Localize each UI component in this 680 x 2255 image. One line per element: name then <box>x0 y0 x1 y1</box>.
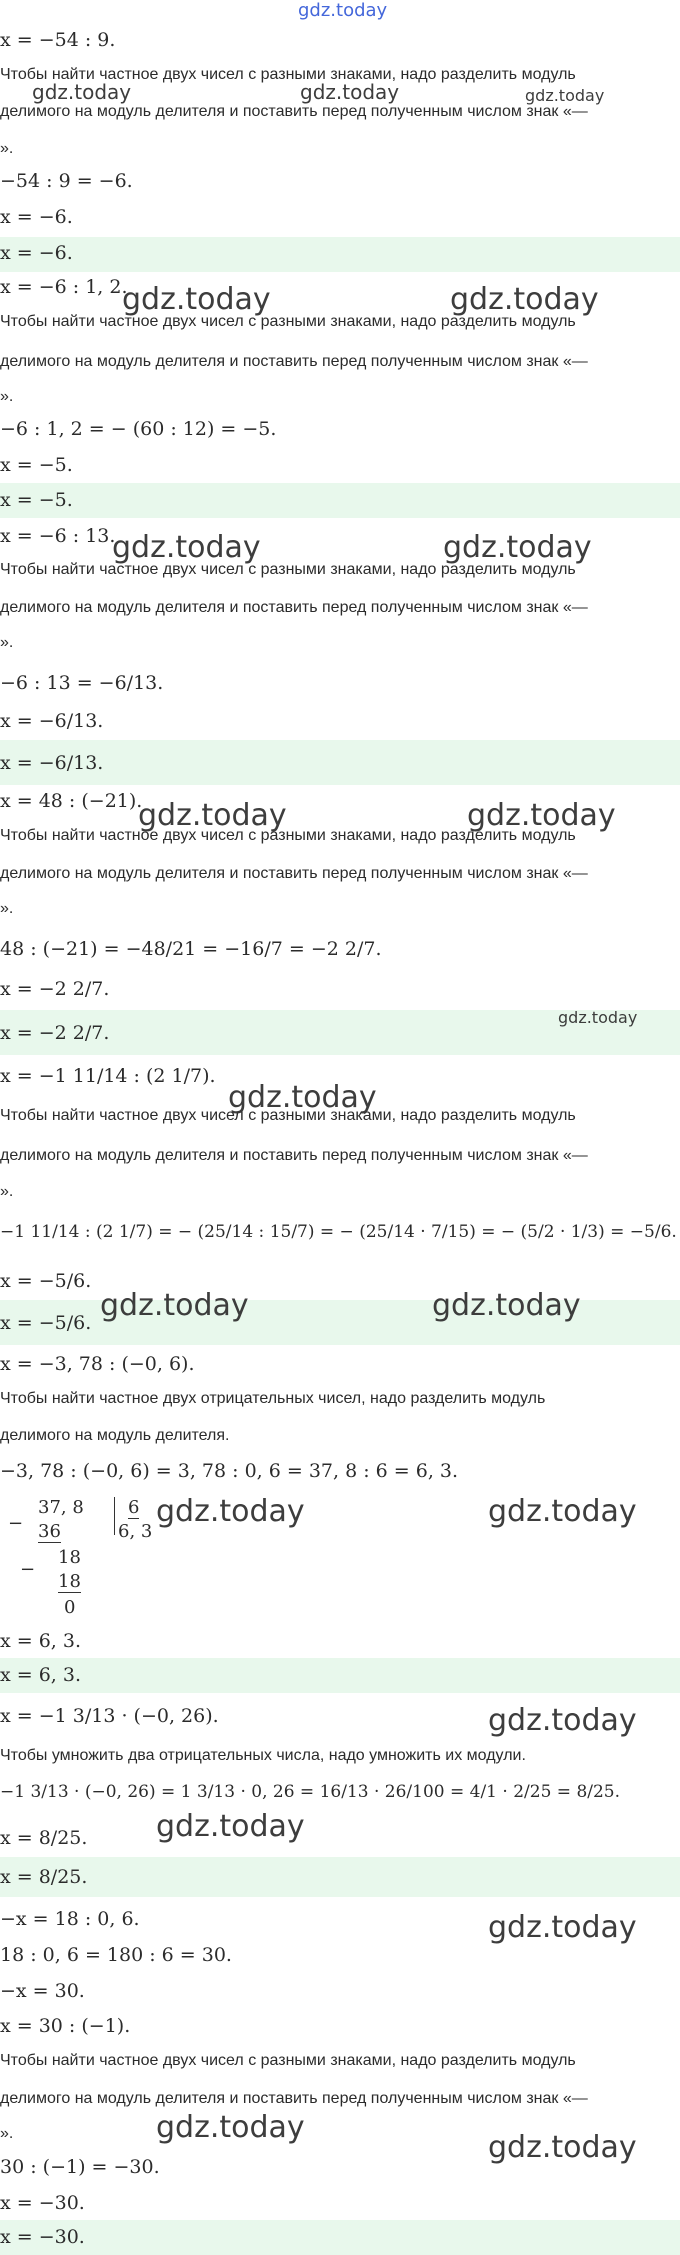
rule-text: Чтобы найти частное двух чисел с разными знаками, надо разделить модуль <box>0 66 576 83</box>
rule-text: делимого на модуль делителя и поставить перед полученным числом знак «— <box>0 1147 588 1164</box>
division-divisor: 6 <box>128 1497 140 1518</box>
equation-line: x = −3, 78 : (−0, 6). <box>0 1353 195 1375</box>
rule-text: ». <box>0 2125 14 2142</box>
answer-line: x = −5. <box>0 489 73 511</box>
rule-text: ». <box>0 388 14 405</box>
answer-band <box>0 1857 680 1897</box>
equation-line: x = 48 : (−21). <box>0 790 143 812</box>
division-dividend: 37, 8 <box>38 1497 84 1518</box>
answer-line: x = −30. <box>0 2226 85 2248</box>
equation-line: −x = 30. <box>0 1980 85 2002</box>
rule-text: Чтобы найти частное двух чисел с разными знаками, надо разделить модуль <box>0 561 576 578</box>
equation-line: x = −6. <box>0 206 73 228</box>
answer-line: x = −2 2/7. <box>0 1022 110 1044</box>
equation-line: x = −1 11/14 : (2 1/7). <box>0 1065 216 1087</box>
answer-line: x = −6. <box>0 242 73 264</box>
rule-text: Чтобы найти частное двух чисел с разными знаками, надо разделить модуль <box>0 2052 576 2069</box>
equation-line: x = 8/25. <box>0 1827 88 1849</box>
rule-text: Чтобы найти частное двух чисел с разными знаками, надо разделить модуль <box>0 313 576 330</box>
equation-line: x = 6, 3. <box>0 1630 82 1652</box>
watermark: gdz.today <box>488 1494 637 1529</box>
rule-text: делимого на модуль делителя и поставить перед полученным числом знак «— <box>0 599 588 616</box>
watermark: gdz.today <box>156 1494 305 1529</box>
equation-line: x = −5. <box>0 454 73 476</box>
answer-band <box>0 1658 680 1693</box>
watermark: gdz.today <box>467 798 616 833</box>
equation-line: x = −54 : 9. <box>0 29 116 51</box>
watermark: gdz.today <box>300 80 400 104</box>
equation-line: −6 : 13 = −6/13. <box>0 672 164 694</box>
division-minus: − <box>8 1513 24 1534</box>
watermark: gdz.today <box>32 80 132 104</box>
answer-line: x = −5/6. <box>0 1312 92 1334</box>
rule-text: Чтобы умножить два отрицательных числа, надо умножить их модули. <box>0 1747 526 1764</box>
watermark: gdz.today <box>525 86 605 105</box>
rule-text: Чтобы найти частное двух чисел с разными знаками, надо разделить модуль <box>0 827 576 844</box>
watermark: gdz.today <box>488 1703 637 1738</box>
watermark: gdz.today <box>228 1080 377 1115</box>
rule-text: ». <box>0 1183 14 1200</box>
equation-line: x = −6 : 13. <box>0 525 116 547</box>
equation-line: x = −6/13. <box>0 710 104 732</box>
answer-band <box>0 483 680 518</box>
division-rem1: 18 <box>58 1547 81 1568</box>
equation-line: x = 30 : (−1). <box>0 2015 131 2037</box>
rule-text: делимого на модуль делителя и поставить перед полученным числом знак «— <box>0 865 588 882</box>
answer-line: x = 6, 3. <box>0 1664 82 1686</box>
division-bar <box>114 1497 115 1535</box>
watermark: gdz.today <box>156 1809 305 1844</box>
watermark: gdz.today <box>488 1910 637 1945</box>
watermark: gdz.today <box>432 1288 581 1323</box>
equation-line: 18 : 0, 6 = 180 : 6 = 30. <box>0 1944 232 1966</box>
watermark: gdz.today <box>558 1008 638 1027</box>
rule-text: Чтобы найти частное двух отрицательных чисел, надо разделить модуль <box>0 1390 546 1407</box>
rule-text: ». <box>0 900 14 917</box>
equation-line: −x = 18 : 0, 6. <box>0 1908 140 1930</box>
watermark: gdz.today <box>488 2130 637 2165</box>
equation-line: x = −6 : 1, 2. <box>0 276 128 298</box>
division-sub2: 18 <box>58 1571 81 1592</box>
equation-line: −1 3/13 · (−0, 26) = 1 3/13 · 0, 26 = 16/13 · 26/100 = 4/1 · 2/25 = 8/25. <box>0 1782 621 1802</box>
site-logo[interactable]: gdz.today <box>298 0 388 21</box>
division-minus: − <box>20 1559 36 1580</box>
watermark: gdz.today <box>112 530 261 565</box>
rule-text: Чтобы найти частное двух чисел с разными знаками, надо разделить модуль <box>0 1107 576 1124</box>
equation-line: −1 11/14 : (2 1/7) = − (25/14 : 15/7) = − (25/14 · 7/15) = − (5/2 · 1/3) = −5/6. <box>0 1222 677 1242</box>
equation-line: x = −30. <box>0 2192 85 2214</box>
rule-text: делимого на модуль делителя. <box>0 1427 230 1444</box>
equation-line: 30 : (−1) = −30. <box>0 2156 160 2178</box>
answer-band <box>0 2220 680 2255</box>
division-sub1: 36 <box>38 1521 61 1542</box>
watermark: gdz.today <box>450 282 599 317</box>
equation-line: x = −5/6. <box>0 1270 92 1292</box>
watermark: gdz.today <box>100 1288 249 1323</box>
answer-band <box>0 237 680 272</box>
division-quotient: 6, 3 <box>118 1521 153 1542</box>
equation-line: 48 : (−21) = −48/21 = −16/7 = −2 2/7. <box>0 938 382 960</box>
rule-text: ». <box>0 140 14 157</box>
division-rem2: 0 <box>64 1597 76 1618</box>
equation-line: −54 : 9 = −6. <box>0 170 133 192</box>
answer-line: x = 8/25. <box>0 1866 88 1888</box>
watermark: gdz.today <box>443 530 592 565</box>
watermark: gdz.today <box>122 282 271 317</box>
equation-line: −6 : 1, 2 = − (60 : 12) = −5. <box>0 418 277 440</box>
watermark: gdz.today <box>156 2110 305 2145</box>
watermark: gdz.today <box>138 798 287 833</box>
rule-text: делимого на модуль делителя и поставить перед полученным числом знак «— <box>0 353 588 370</box>
equation-line: x = −1 3/13 · (−0, 26). <box>0 1705 219 1727</box>
rule-text: ». <box>0 634 14 651</box>
equation-line: −3, 78 : (−0, 6) = 3, 78 : 0, 6 = 37, 8 : 6 = 6, 3. <box>0 1460 459 1482</box>
equation-line: x = −2 2/7. <box>0 978 110 1000</box>
rule-text: делимого на модуль делителя и поставить перед полученным числом знак «— <box>0 2090 588 2107</box>
rule-text: делимого на модуль делителя и поставить перед полученным числом знак «— <box>0 103 588 120</box>
answer-line: x = −6/13. <box>0 752 104 774</box>
